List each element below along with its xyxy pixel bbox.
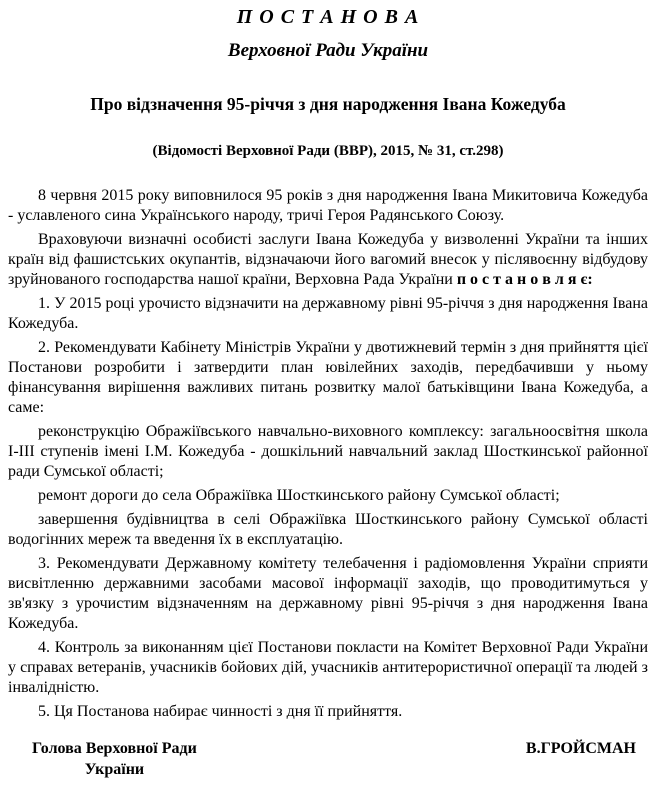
paragraph-item-2b: ремонт дороги до села Ображіївка Шосткинського району Сумської області; (38, 487, 560, 504)
signature-position-line1: Голова Верховної Ради (32, 740, 197, 757)
signature-position-line2: України (84, 761, 145, 778)
paragraph-item-4: 4. Контроль за виконанням цієї Постанови покласти на Комітет Верховної Ради України у справах ветеранів, учасників бойових дій, учасників антитерористичної операції та людей з інвалідністю. (8, 639, 648, 696)
paragraph-preamble-keyword: п о с т а н о в л я є: (456, 271, 593, 288)
signature-block (8, 738, 648, 780)
paragraph-intro: 8 червня 2015 року виповнилося 95 років з дня народження Івана Микитовича Кожедуба - уславленого сина Українського народу, тричі Героя Радянського Союзу. (8, 187, 648, 224)
paragraph-item-2c: завершення будівництва в селі Ображіївка Шосткинського району Сумської області водогінних мереж та введення їх в експлуатацію. (8, 511, 648, 548)
paragraph-item-2: 2. Рекомендувати Кабінету Міністрів України у двотижневий термін з дня прийняття цієї Постанови розробити і затвердити план ювілейних заходів, передбачивши у ньому фінансування вирішення важливих питань розвитку малої батьківщини Івана Кожедуба, а саме: (8, 339, 648, 416)
paragraph-item-3: 3. Рекомендувати Державному комітету телебачення і радіомовлення України сприяти висвітленню державними засобами масової інформації заходів, що проводитимуться у зв'язку з урочистим відзначенням на державному рівні 95-річчя з дня народження Івана Кожедуба. (8, 555, 648, 632)
paragraph-preamble-text: Враховуючи визначні особисті заслуги Івана Кожедуба у визволенні України та інших країн від фашистських окупантів, відзначаючи його вагомий внесок у післявоєнну відбудову зруйнованого господарства нашої країни, Верховна Рада України (8, 231, 648, 288)
paragraph-item-1: 1. У 2015 році урочисто відзначити на державному рівні 95-річчя з дня народження Івана Кожедуба. (8, 295, 648, 332)
paragraph-item-2a: реконструкцію Ображіївського навчально-виховного комплексу: загальноосвітня школа І-ІІІ ступенів імені І.М. Кожедуба - дошкільний навчальний заклад Шосткинської районної ради Сумської області; (8, 423, 648, 480)
paragraph-item-5: 5. Ця Постанова набирає чинності з дня її прийняття. (38, 703, 403, 720)
document-type-title: П О С Т А Н О В А (236, 6, 420, 28)
signature-name: В.ГРОЙСМАН (525, 740, 636, 757)
signature-position (32, 738, 197, 780)
document-subject: Про відзначення 95-річчя з дня народження Івана Кожедуба (90, 94, 566, 114)
paragraph-preamble (8, 230, 648, 290)
document-issuer-title: Верховної Ради України (227, 40, 429, 61)
document-reference: (Відомості Верховної Ради (ВВР), 2015, № 31, ст.298) (152, 143, 504, 159)
